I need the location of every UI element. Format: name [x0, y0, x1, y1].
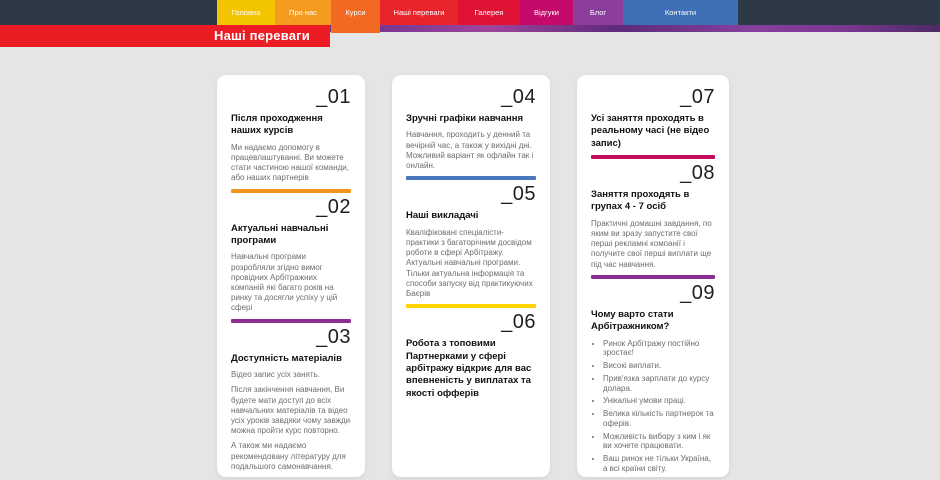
advantage-section: [231, 197, 351, 323]
nav-tab-label: Відгуки: [533, 8, 559, 17]
nav-tab-5[interactable]: [458, 0, 520, 25]
section-number: _07: [680, 86, 715, 108]
section-divider: [231, 319, 351, 323]
advantages-card-2: [392, 75, 550, 477]
nav-tab-label: Блог: [589, 8, 607, 17]
section-paragraph: Після закінчення навчання, Ви будете мати доступ до всіх навчальних матеріалів та відео усіх уроків завдяки чому завжди можна пройти курс повторно.: [231, 385, 351, 436]
section-number: _09: [680, 281, 715, 304]
advantage-section: [231, 327, 351, 472]
section-number: _06: [501, 311, 536, 334]
advantage-section: [591, 87, 715, 159]
nav-tab-8[interactable]: [623, 0, 738, 25]
bullet-item: • Ваш ринок не тільки Україна, а всі країни світу.: [603, 454, 715, 474]
section-title: Усі заняття проходять в реальному часі (не відео запис): [591, 113, 710, 149]
nav-tab-2[interactable]: [275, 0, 331, 25]
nav-tab-7[interactable]: [573, 0, 623, 25]
section-divider: [591, 275, 715, 279]
nav-tab-label: Головна: [231, 8, 261, 17]
section-paragraph: Ми надаємо допомогу в працевлаштуванні. Ви можете стати частиною нашої команди, або наших партнерів: [231, 142, 349, 183]
nav-tab-1[interactable]: [217, 0, 275, 25]
bullet-item: • Високі виплати.: [603, 361, 715, 371]
section-number: _01: [316, 86, 351, 108]
section-bullet-list: [591, 339, 715, 474]
bullet-item: • Ринок Арбітражу постійно зростає!: [603, 339, 715, 359]
section-title: Зручні графіки навчання: [406, 113, 523, 124]
advantage-section: [231, 87, 351, 193]
section-title: Актуальні навчальні програми: [231, 222, 329, 246]
section-paragraph: Відео запис усіх занять.: [231, 370, 320, 380]
advantages-card-3: [577, 75, 729, 477]
bullet-item: • Можливість вибору з ким і як ви хочете працювати.: [603, 432, 715, 452]
top-nav-bar: [0, 0, 940, 25]
section-title: Заняття проходять в групах 4 - 7 осіб: [591, 189, 690, 213]
section-number: _03: [316, 325, 351, 348]
section-title: Чому варто стати Арбітражником?: [591, 308, 674, 333]
nav-tab-6[interactable]: [520, 0, 573, 25]
section-paragraph: Навчальні програми розробляли згідно вимог провідних Арбітражних компаній які багато років на ринку та досягли успіху у цій сфері: [231, 252, 338, 313]
section-number: _04: [501, 86, 536, 108]
advantage-section: [591, 283, 715, 474]
bullet-item: • Прив'язка зарплати до курсу долара.: [603, 374, 715, 394]
cards-row: [217, 75, 729, 477]
section-divider: [406, 176, 536, 180]
nav-tab-label: Про нас: [289, 8, 317, 17]
section-title: Доступність матеріалів: [231, 352, 342, 364]
advantage-section: [406, 87, 536, 180]
page-title-badge: Наші переваги: [0, 25, 330, 47]
section-paragraph: Кваліфіковані спеціалісти-практики з багаторічним досвідом роботи в сфері Арбітражу. Актуальні навчальні програми. Тільки актуальна інформація та способи запуску від практикуючих Баєрів: [406, 227, 533, 299]
section-divider: [406, 304, 536, 308]
section-number: _05: [501, 183, 536, 206]
section-paragraph: А також ми надаємо рекомендовану літературу для подальшого самонавчання.: [231, 441, 346, 471]
bullet-item: • Унікальні умови праці.: [603, 396, 715, 406]
section-paragraph: Навчання, проходить у денний та вечірній час, а також у вихідні дні. Можливий варіант як офлайн так і онлайн.: [406, 130, 534, 171]
nav-tab-label: Галерея: [474, 8, 504, 17]
section-paragraph: Практичні домашні завдання, по яким ви зразу запустите свої перші рекламні компанії і получите свої перші виплати ще під час навчання.: [591, 218, 712, 269]
nav-tab-3[interactable]: [331, 0, 380, 33]
advantage-section: [591, 163, 715, 279]
advantage-section: [406, 184, 536, 308]
nav-tab-4[interactable]: [380, 0, 458, 25]
section-divider: [231, 189, 351, 193]
section-title: Робота з топовими Партнерками у сфері арбітражу відкриє для вас впевненість у виплатах та якості офферів: [406, 338, 532, 399]
section-number: _08: [680, 162, 715, 185]
nav-tab-label: Курси: [345, 8, 366, 17]
advantages-card-1: [217, 75, 365, 477]
bullet-item: • Велика кількість партнерок та оферів.: [603, 409, 715, 429]
section-title: Наші викладачі: [406, 210, 479, 222]
section-number: _02: [316, 195, 351, 218]
nav-tab-label: Контакти: [664, 8, 697, 17]
section-title: Після проходження наших курсів: [231, 113, 323, 137]
nav-tab-label: Наші переваги: [393, 8, 445, 17]
advantage-section: [406, 312, 536, 400]
section-divider: [591, 155, 715, 159]
